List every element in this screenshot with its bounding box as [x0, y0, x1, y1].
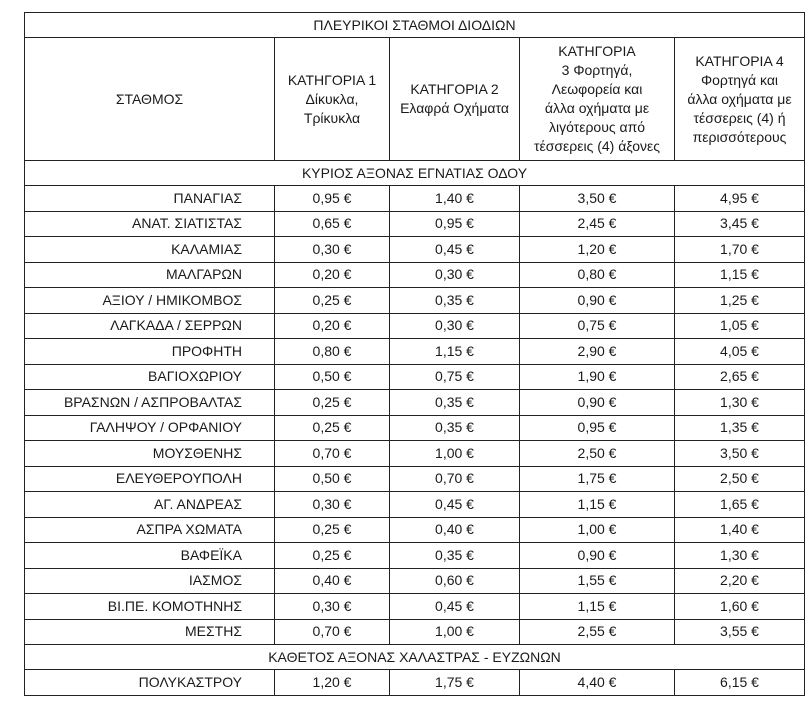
price-category-3: 1,20 €	[520, 237, 675, 263]
price-category-1: 0,95 €	[275, 186, 390, 212]
station-name: ΙΑΣΜΟΣ	[25, 568, 275, 594]
price-category-4: 1,65 €	[675, 492, 805, 518]
price-category-3: 1,75 €	[520, 466, 675, 492]
station-name: ΑΓ. ΑΝΔΡΕΑΣ	[25, 492, 275, 518]
station-name: ΒΡΑΣΝΩΝ / ΑΣΠΡΟΒΑΛΤΑΣ	[25, 390, 275, 416]
table-row	[25, 237, 805, 263]
section-row	[25, 161, 805, 186]
station-name: ΜΕΣΤΗΣ	[25, 619, 275, 645]
price-category-2: 1,00 €	[390, 441, 520, 467]
table-row	[25, 517, 805, 543]
table-row	[25, 211, 805, 237]
table-title-row	[25, 13, 805, 38]
station-name: ΚΑΛΑΜΙΑΣ	[25, 237, 275, 263]
station-name: ΒΑΦΕΪΚΑ	[25, 543, 275, 569]
header-category-1: ΚΑΤΗΓΟΡΙΑ 1 Δίκυκλα, Τρίκυκλα	[275, 38, 390, 161]
price-category-4: 1,40 €	[675, 517, 805, 543]
price-category-1: 0,25 €	[275, 288, 390, 314]
price-category-2: 0,60 €	[390, 568, 520, 594]
price-category-4: 4,05 €	[675, 339, 805, 365]
price-category-1: 0,30 €	[275, 237, 390, 263]
price-category-2: 1,40 €	[390, 186, 520, 212]
price-category-3: 1,90 €	[520, 364, 675, 390]
table-row	[25, 441, 805, 467]
table-row	[25, 186, 805, 212]
table-row	[25, 262, 805, 288]
station-name: ΜΑΛΓΑΡΩΝ	[25, 262, 275, 288]
price-category-3: 2,55 €	[520, 619, 675, 645]
station-name: ΑΞΙΟΥ / ΗΜΙΚΟΜΒΟΣ	[25, 288, 275, 314]
price-category-1: 0,25 €	[275, 517, 390, 543]
price-category-3: 0,90 €	[520, 288, 675, 314]
table-row	[25, 594, 805, 620]
station-name: ΠΡΟΦΗΤΗ	[25, 339, 275, 365]
price-category-4: 1,35 €	[675, 415, 805, 441]
price-category-2: 0,45 €	[390, 237, 520, 263]
price-category-3: 2,45 €	[520, 211, 675, 237]
price-category-1: 1,20 €	[275, 670, 390, 696]
station-name: ΕΛΕΥΘΕΡΟΥΠΟΛΗ	[25, 466, 275, 492]
price-category-3: 2,90 €	[520, 339, 675, 365]
station-name: ΑΣΠΡΑ ΧΩΜΑΤΑ	[25, 517, 275, 543]
table-row	[25, 543, 805, 569]
price-category-4: 1,30 €	[675, 390, 805, 416]
price-category-2: 0,35 €	[390, 415, 520, 441]
price-category-1: 0,40 €	[275, 568, 390, 594]
table-row	[25, 313, 805, 339]
header-row	[25, 38, 805, 161]
price-category-4: 2,50 €	[675, 466, 805, 492]
table-row	[25, 415, 805, 441]
price-category-1: 0,70 €	[275, 441, 390, 467]
station-name: ΒΑΓΙΟΧΩΡΙΟΥ	[25, 364, 275, 390]
price-category-2: 0,35 €	[390, 390, 520, 416]
price-category-3: 0,75 €	[520, 313, 675, 339]
table-row	[25, 670, 805, 696]
price-category-1: 0,20 €	[275, 262, 390, 288]
price-category-2: 0,30 €	[390, 313, 520, 339]
price-category-1: 0,25 €	[275, 415, 390, 441]
price-category-2: 1,00 €	[390, 619, 520, 645]
price-category-4: 6,15 €	[675, 670, 805, 696]
station-name: ΑΝΑΤ. ΣΙΑΤΙΣΤΑΣ	[25, 211, 275, 237]
price-category-2: 0,45 €	[390, 594, 520, 620]
price-category-3: 0,90 €	[520, 390, 675, 416]
section-row	[25, 645, 805, 670]
station-name: ΒΙ.ΠΕ. ΚΟΜΟΤΗΝΗΣ	[25, 594, 275, 620]
price-category-4: 3,45 €	[675, 211, 805, 237]
table-row	[25, 466, 805, 492]
price-category-2: 0,45 €	[390, 492, 520, 518]
table-title: ΠΛΕΥΡΙΚΟΙ ΣΤΑΘΜΟΙ ΔΙΟΔΙΩΝ	[25, 13, 805, 38]
price-category-4: 4,95 €	[675, 186, 805, 212]
station-name: ΠΑΝΑΓΙΑΣ	[25, 186, 275, 212]
price-category-1: 0,70 €	[275, 619, 390, 645]
table-row	[25, 492, 805, 518]
price-category-1: 0,50 €	[275, 466, 390, 492]
price-category-3: 0,95 €	[520, 415, 675, 441]
price-category-3: 0,80 €	[520, 262, 675, 288]
station-name: ΛΑΓΚΑΔΑ / ΣΕΡΡΩΝ	[25, 313, 275, 339]
price-category-2: 0,40 €	[390, 517, 520, 543]
table-row	[25, 390, 805, 416]
station-name: ΜΟΥΣΘΕΝΗΣ	[25, 441, 275, 467]
header-category-2: ΚΑΤΗΓΟΡΙΑ 2 Ελαφρά Οχήματα	[390, 38, 520, 161]
price-category-1: 0,25 €	[275, 390, 390, 416]
price-category-4: 2,65 €	[675, 364, 805, 390]
header-category-3: ΚΑΤΗΓΟΡΙΑ 3 Φορτηγά, Λεωφορεία και άλλα οχήματα με λιγότερους από τέσσερεις (4) άξονες	[520, 38, 675, 161]
price-category-1: 0,30 €	[275, 594, 390, 620]
price-category-4: 3,55 €	[675, 619, 805, 645]
section-title: ΚΑΘΕΤΟΣ ΑΞΟΝΑΣ ΧΑΛΑΣΤΡΑΣ - ΕΥΖΩΝΩΝ	[25, 645, 805, 670]
price-category-1: 0,50 €	[275, 364, 390, 390]
price-category-4: 1,30 €	[675, 543, 805, 569]
price-category-3: 1,15 €	[520, 594, 675, 620]
price-category-2: 0,35 €	[390, 543, 520, 569]
table-row	[25, 364, 805, 390]
price-category-3: 4,40 €	[520, 670, 675, 696]
price-category-2: 0,30 €	[390, 262, 520, 288]
toll-table	[24, 12, 805, 696]
table-row	[25, 339, 805, 365]
price-category-1: 0,80 €	[275, 339, 390, 365]
price-category-2: 0,75 €	[390, 364, 520, 390]
price-category-2: 1,75 €	[390, 670, 520, 696]
section-title: ΚΥΡΙΟΣ ΑΞΟΝΑΣ ΕΓΝΑΤΙΑΣ ΟΔΟΥ	[25, 161, 805, 186]
price-category-3: 1,15 €	[520, 492, 675, 518]
table-row	[25, 619, 805, 645]
price-category-3: 2,50 €	[520, 441, 675, 467]
price-category-2: 1,15 €	[390, 339, 520, 365]
header-station: ΣΤΑΘΜΟΣ	[25, 38, 275, 161]
price-category-3: 3,50 €	[520, 186, 675, 212]
price-category-2: 0,35 €	[390, 288, 520, 314]
price-category-1: 0,20 €	[275, 313, 390, 339]
price-category-4: 1,05 €	[675, 313, 805, 339]
price-category-4: 2,20 €	[675, 568, 805, 594]
price-category-4: 1,60 €	[675, 594, 805, 620]
price-category-4: 1,25 €	[675, 288, 805, 314]
table-row	[25, 568, 805, 594]
price-category-4: 1,15 €	[675, 262, 805, 288]
price-category-2: 0,95 €	[390, 211, 520, 237]
price-category-3: 0,90 €	[520, 543, 675, 569]
price-category-4: 3,50 €	[675, 441, 805, 467]
price-category-3: 1,00 €	[520, 517, 675, 543]
table-row	[25, 288, 805, 314]
station-name: ΠΟΛΥΚΑΣΤΡΟΥ	[25, 670, 275, 696]
price-category-1: 0,25 €	[275, 543, 390, 569]
header-category-4: ΚΑΤΗΓΟΡΙΑ 4 Φορτηγά και άλλα οχήματα με τέσσερεις (4) ή περισσότερους	[675, 38, 805, 161]
price-category-1: 0,30 €	[275, 492, 390, 518]
price-category-4: 1,70 €	[675, 237, 805, 263]
price-category-3: 1,55 €	[520, 568, 675, 594]
station-name: ΓΑΛΗΨΟΥ / ΟΡΦΑΝΙΟΥ	[25, 415, 275, 441]
price-category-2: 0,70 €	[390, 466, 520, 492]
price-category-1: 0,65 €	[275, 211, 390, 237]
